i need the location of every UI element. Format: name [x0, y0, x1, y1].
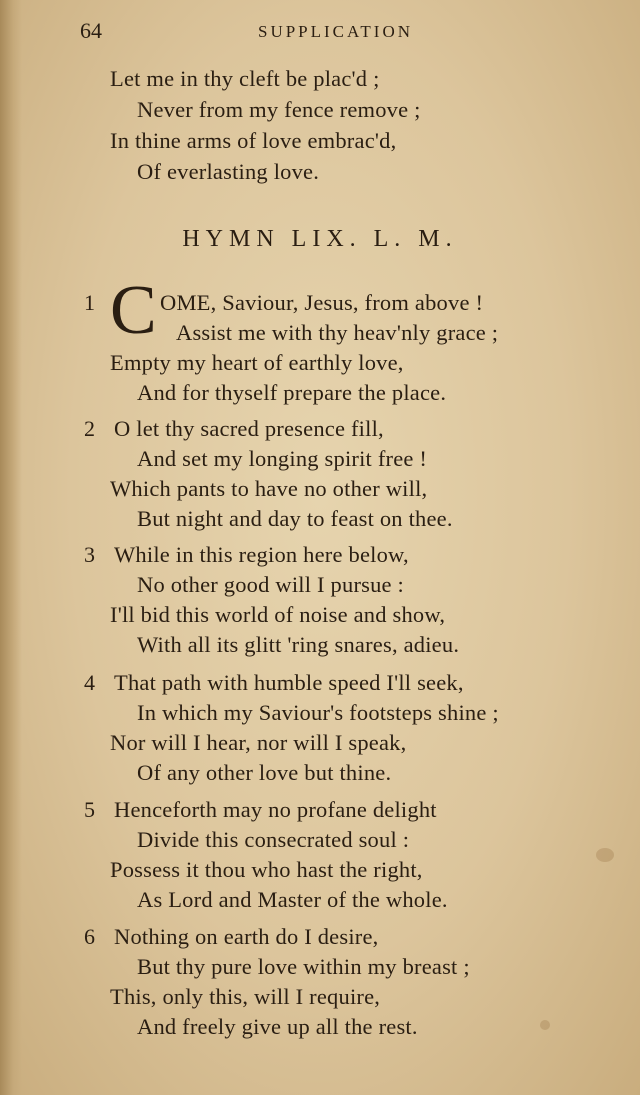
verse-line: This, only this, will I require,: [110, 984, 381, 1009]
verse-line: Nor will I hear, nor will I speak,: [110, 730, 407, 755]
verse-line: In which my Saviour's footsteps shine ;: [137, 700, 499, 725]
verse-line: And for thyself prepare the place.: [137, 380, 447, 405]
verse-line: OME, Saviour, Jesus, from above !: [160, 290, 484, 315]
verse-line: No other good will I pursue :: [137, 572, 405, 597]
stain: [540, 1020, 550, 1030]
verse-number: 2: [84, 416, 95, 441]
stanza-line: In thine arms of love embrac'd,: [110, 128, 397, 153]
stanza-line: Of everlasting love.: [137, 159, 320, 184]
verse-line: While in this region here below,: [114, 542, 409, 567]
page-number: 64: [80, 18, 102, 43]
stanza-line: Let me in thy cleft be plac'd ;: [110, 66, 380, 91]
verse-line: That path with humble speed I'll seek,: [114, 670, 464, 695]
verse-line: Of any other love but thine.: [137, 760, 392, 785]
page-header: [80, 18, 600, 48]
verse-line: And freely give up all the rest.: [137, 1014, 418, 1039]
verse-line: Which pants to have no other will,: [110, 476, 428, 501]
stain: [596, 848, 614, 862]
verse-line: As Lord and Master of the whole.: [137, 887, 448, 912]
verse-line: O let thy sacred presence fill,: [114, 416, 384, 441]
verse-line: Possess it thou who hast the right,: [110, 857, 423, 882]
stanza-line: Never from my fence remove ;: [137, 97, 421, 122]
verse-number: 3: [84, 542, 95, 567]
verse-line: I'll bid this world of noise and show,: [110, 602, 446, 627]
verse-line: But night and day to feast on thee.: [137, 506, 453, 531]
hymn-title: HYMN LIX. L. M.: [182, 226, 458, 252]
verse-line: Divide this consecrated soul :: [137, 827, 410, 852]
verse-line: With all its glitt 'ring snares, adieu.: [137, 632, 460, 657]
verse-number: 5: [84, 797, 95, 822]
verse-number: 4: [84, 670, 95, 695]
verse-line: Empty my heart of earthly love,: [110, 350, 404, 375]
verse-line: Nothing on earth do I desire,: [114, 924, 379, 949]
drop-cap: C: [110, 272, 157, 349]
verse-number: 6: [84, 924, 95, 949]
verse-line: And set my longing spirit free !: [137, 446, 428, 471]
verse-number: 1: [84, 290, 95, 315]
verse-line: But thy pure love within my breast ;: [137, 954, 470, 979]
running-head: SUPPLICATION: [258, 22, 414, 41]
page-edge: [0, 0, 22, 1095]
verse-line: Assist me with thy heav'nly grace ;: [176, 320, 499, 345]
verse-line: Henceforth may no profane delight: [114, 797, 437, 822]
